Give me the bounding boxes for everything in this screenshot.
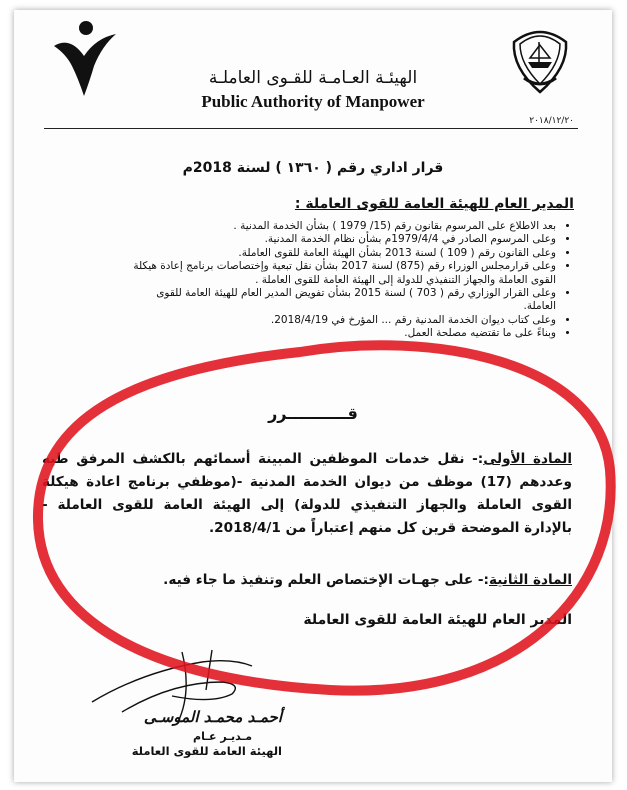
addressee: المدير العام للهيئة العامة للقوى العاملة : <box>294 196 574 212</box>
recital-item: • وبناءً على ما تقتضيه مصلحة العمل. <box>126 327 556 340</box>
signature-block <box>14 612 572 772</box>
org-name-english: Public Authority of Manpower <box>201 92 425 111</box>
recital-item: • وعلى كتاب ديوان الخدمة المدنية رقم ... المؤرخ في 2018/4/19. <box>126 314 556 327</box>
signatory-role: مـديـر عـام <box>193 730 252 743</box>
recital-item: • وعلى المرسوم الصادر في 1979/4/4م بشأن نظام الخدمة المدنية. <box>126 233 556 246</box>
header-divider <box>44 128 578 129</box>
decides-heading: قـــــــــــرر <box>268 404 358 423</box>
document-date: ٢٠١٨/١٢/٢٠ <box>529 116 574 126</box>
recital-item: • وعلى القانون رقم ( 109 ) لسنة 2013 بشأن الهيئة العامة للقوى العاملة. <box>126 247 556 260</box>
signatory-organization: الهيئة العامة للقوى العاملة <box>131 744 282 758</box>
article-one-label: المادة الأولى <box>483 451 572 467</box>
article-one <box>42 448 572 540</box>
recital-item: • بعد الاطلاع على المرسوم بقانون رقم (15/ 1979 ) بشأن الخدمة المدنية . <box>126 220 556 233</box>
article-one-text: :- نقل خدمات الموظفين المبينة أسمائهم بالكشف المرفق طيه وعددهم (17) موظف من ديوان الخدمة المدنية -(موظفي برنامج اعادة هيكلة القوى العاملة والجهاز التنفيذي للدولة) إلى الهيئة العامة للقوى العاملة - بالإدارة الموضحة قرين كل منهم إعتباراً من 2018/4/1. <box>42 451 572 536</box>
decision-title: قرار اداري رقم ( ١٣٦٠ ) لسنة 2018م <box>182 160 444 176</box>
article-two-label: المادة الثانية <box>488 572 572 588</box>
signatory-title: المدير العام للهيئة العامة للقوى العاملة <box>303 612 572 628</box>
signatory-name: أحمـد محمـد الموسـى <box>143 708 282 726</box>
recital-item: • وعلى القرار الوزاري رقم ( 703 ) لسنة 2015 بشأن تفويض المدير العام للهيئة العامة للقوى العاملة. <box>126 287 556 314</box>
document-page <box>14 10 612 782</box>
org-name-arabic: الهيئـة العـامـة للقـوى العاملـة <box>208 68 418 88</box>
article-two <box>42 572 572 588</box>
recitals-list <box>126 220 572 341</box>
recital-item: • وعلى قرارمجلس الوزراء رقم (875) لسنة 2017 بشأن نقل تبعية وإختصاصات برنامج إعادة هيكلة القوى العاملة والجهاز التنفيذي للدولة إلى الهيئة العامة للقوى العاملة . <box>126 260 556 287</box>
article-two-text: :- على جهـات الإختصاص العلم وتنفيذ ما جاء فيه. <box>163 572 489 588</box>
